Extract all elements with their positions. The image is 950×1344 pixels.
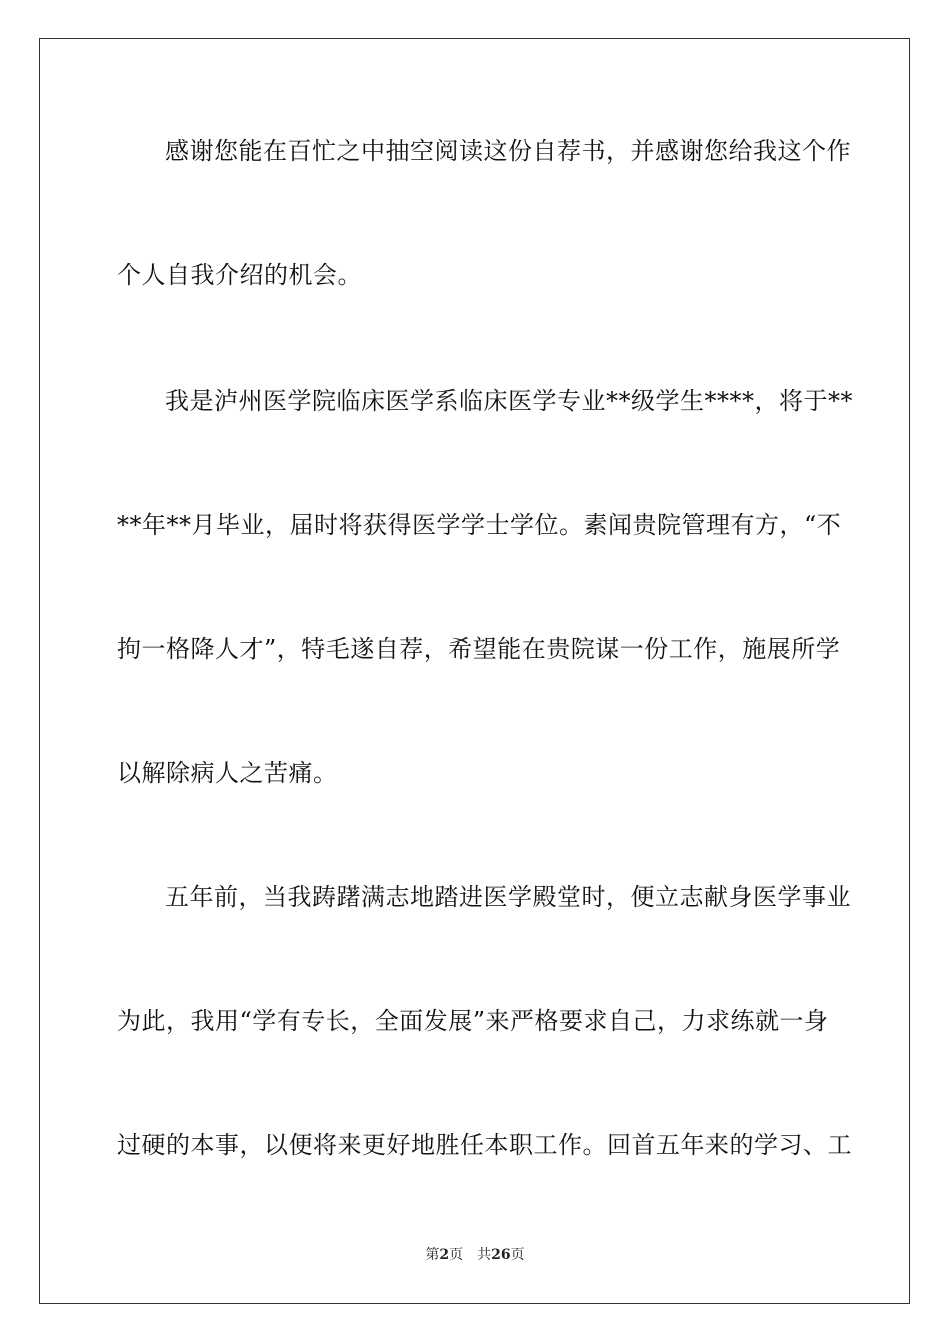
page-number: 2 bbox=[439, 1247, 450, 1263]
total-suffix: 页 bbox=[510, 1247, 525, 1263]
paragraph-line: 我是泸州医学院临床医学系临床医学专业**级学生****，将于** bbox=[165, 387, 853, 415]
page-border bbox=[39, 38, 910, 1304]
paragraph-line: 五年前，当我踌躇满志地踏进医学殿堂时，便立志献身医学事业 bbox=[165, 883, 851, 911]
paragraph-line: 过硬的本事，以便将来更好地胜任本职工作。回首五年来的学习、工 bbox=[117, 1131, 852, 1159]
total-prefix: 共 bbox=[477, 1247, 492, 1263]
total-pages: 26 bbox=[491, 1247, 511, 1263]
paragraph-line: 个人自我介绍的机会。 bbox=[117, 261, 362, 289]
page-footer bbox=[0, 1246, 950, 1264]
paragraph-line: 以解除病人之苦痛。 bbox=[117, 759, 338, 787]
paragraph-line: 感谢您能在百忙之中抽空阅读这份自荐书，并感谢您给我这个作 bbox=[165, 137, 851, 165]
paragraph-line: 为此，我用“学有专长，全面发展”来严格要求自己，力求练就一身 bbox=[117, 1007, 829, 1035]
paragraph-line: 拘一格降人才”，特毛遂自荐，希望能在贵院谋一份工作，施展所学 bbox=[117, 635, 841, 663]
paragraph-line: **年**月毕业，届时将获得医学学士学位。素闻贵院管理有方，“不 bbox=[117, 511, 842, 539]
page-prefix: 第 bbox=[425, 1247, 440, 1263]
page-suffix: 页 bbox=[449, 1247, 464, 1263]
